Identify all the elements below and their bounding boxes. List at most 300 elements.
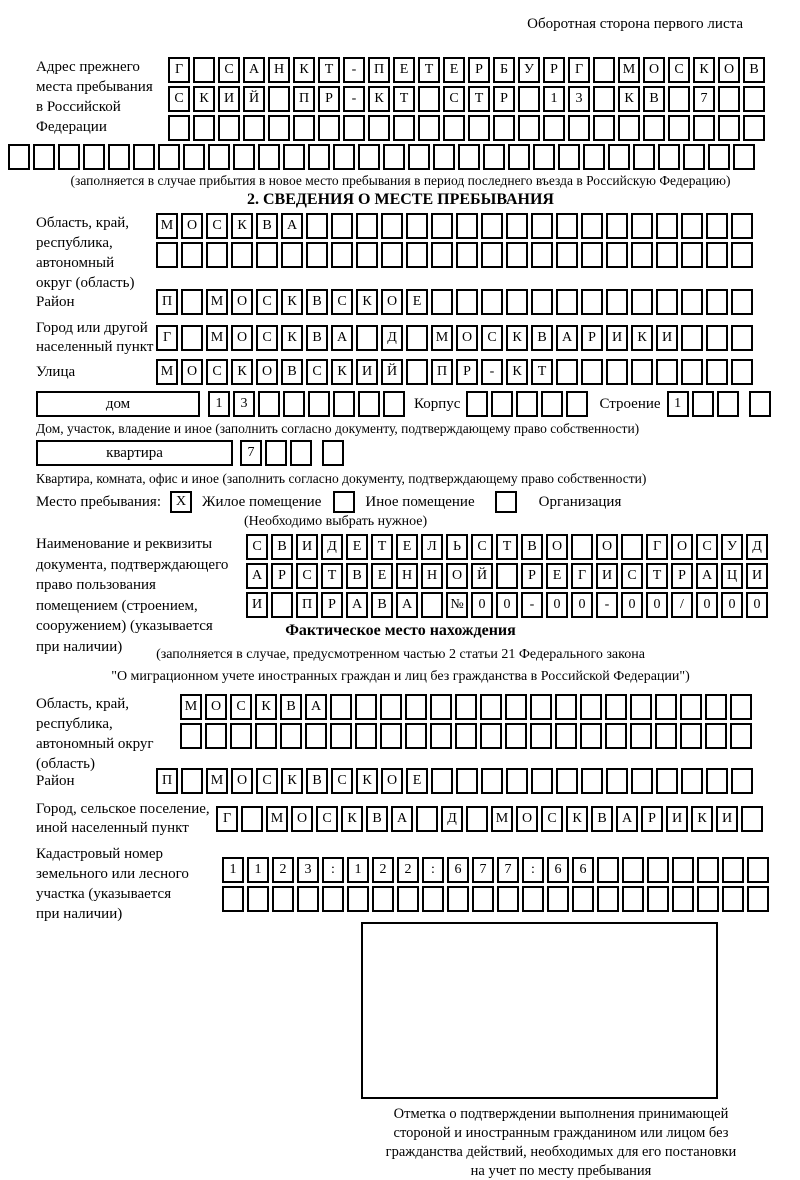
char-box[interactable]: К [231, 359, 253, 385]
char-box[interactable]: К [293, 57, 315, 83]
char-box[interactable]: И [218, 86, 240, 112]
char-box[interactable] [468, 115, 490, 141]
char-box[interactable]: К [506, 359, 528, 385]
char-box[interactable] [383, 144, 405, 170]
char-box[interactable] [397, 886, 419, 912]
char-box[interactable] [741, 806, 763, 832]
char-box[interactable] [556, 242, 578, 268]
char-box[interactable] [506, 289, 528, 315]
char-box[interactable] [633, 144, 655, 170]
char-box[interactable] [605, 694, 627, 720]
char-box[interactable] [581, 242, 603, 268]
char-box[interactable] [505, 694, 527, 720]
char-box[interactable]: Т [321, 563, 343, 589]
char-box[interactable] [456, 768, 478, 794]
char-box[interactable]: Г [571, 563, 593, 589]
char-box[interactable]: С [696, 534, 718, 560]
char-box[interactable] [181, 289, 203, 315]
char-box[interactable] [290, 440, 312, 466]
char-box[interactable]: П [296, 592, 318, 618]
char-box[interactable]: 0 [696, 592, 718, 618]
char-box[interactable] [480, 694, 502, 720]
char-box[interactable] [608, 144, 630, 170]
char-box[interactable]: И [356, 359, 378, 385]
char-box[interactable]: И [716, 806, 738, 832]
char-box[interactable]: К [231, 213, 253, 239]
char-box[interactable] [668, 115, 690, 141]
char-box[interactable]: Л [421, 534, 443, 560]
char-box[interactable] [381, 213, 403, 239]
char-box[interactable]: Е [393, 57, 415, 83]
char-box[interactable] [181, 325, 203, 351]
char-box[interactable]: Й [381, 359, 403, 385]
char-box[interactable]: И [596, 563, 618, 589]
char-box[interactable] [706, 242, 728, 268]
char-box[interactable] [533, 144, 555, 170]
char-box[interactable] [717, 391, 739, 417]
char-box[interactable]: Е [346, 534, 368, 560]
char-box[interactable] [405, 694, 427, 720]
char-box[interactable] [581, 289, 603, 315]
char-box[interactable]: Т [496, 534, 518, 560]
char-box[interactable]: 1 [347, 857, 369, 883]
char-box[interactable]: 3 [233, 391, 255, 417]
char-box[interactable] [656, 359, 678, 385]
char-box[interactable] [531, 213, 553, 239]
char-box[interactable] [466, 391, 488, 417]
char-box[interactable] [747, 857, 769, 883]
char-box[interactable]: С [668, 57, 690, 83]
char-box[interactable]: О [596, 534, 618, 560]
char-box[interactable] [747, 886, 769, 912]
char-box[interactable]: В [306, 289, 328, 315]
char-box[interactable]: К [331, 359, 353, 385]
char-box[interactable]: 0 [646, 592, 668, 618]
char-box[interactable]: 1 [543, 86, 565, 112]
char-box[interactable] [647, 886, 669, 912]
char-box[interactable] [630, 694, 652, 720]
char-box[interactable]: М [156, 359, 178, 385]
char-box[interactable] [158, 144, 180, 170]
char-box[interactable] [455, 723, 477, 749]
char-box[interactable] [208, 144, 230, 170]
char-box[interactable] [655, 723, 677, 749]
char-box[interactable]: 0 [496, 592, 518, 618]
char-box[interactable]: В [256, 213, 278, 239]
char-box[interactable] [656, 768, 678, 794]
char-box[interactable] [433, 144, 455, 170]
char-box[interactable]: Д [321, 534, 343, 560]
char-box[interactable] [356, 213, 378, 239]
char-box[interactable]: Р [493, 86, 515, 112]
char-box[interactable] [481, 242, 503, 268]
char-box[interactable]: 1 [222, 857, 244, 883]
char-box[interactable]: У [721, 534, 743, 560]
char-box[interactable]: О [181, 213, 203, 239]
char-box[interactable] [718, 86, 740, 112]
char-box[interactable]: В [281, 359, 303, 385]
char-box[interactable]: 0 [571, 592, 593, 618]
char-box[interactable]: Р [456, 359, 478, 385]
char-box[interactable]: К [506, 325, 528, 351]
char-box[interactable]: - [343, 86, 365, 112]
char-box[interactable]: О [446, 563, 468, 589]
char-box[interactable] [268, 86, 290, 112]
char-box[interactable]: 0 [746, 592, 768, 618]
char-box[interactable]: 3 [568, 86, 590, 112]
organization-checkbox[interactable] [495, 491, 517, 513]
char-box[interactable]: Д [746, 534, 768, 560]
char-box[interactable]: Д [381, 325, 403, 351]
char-box[interactable] [597, 886, 619, 912]
char-box[interactable] [183, 144, 205, 170]
char-box[interactable]: 0 [721, 592, 743, 618]
char-box[interactable]: С [168, 86, 190, 112]
char-box[interactable]: П [293, 86, 315, 112]
char-box[interactable] [681, 359, 703, 385]
char-box[interactable]: А [391, 806, 413, 832]
char-box[interactable] [330, 723, 352, 749]
char-box[interactable]: М [491, 806, 513, 832]
char-box[interactable] [681, 325, 703, 351]
char-box[interactable]: К [691, 806, 713, 832]
char-box[interactable]: И [666, 806, 688, 832]
char-box[interactable]: В [280, 694, 302, 720]
char-box[interactable]: С [541, 806, 563, 832]
char-box[interactable] [630, 723, 652, 749]
char-box[interactable]: П [156, 768, 178, 794]
char-box[interactable] [631, 768, 653, 794]
char-box[interactable] [347, 886, 369, 912]
char-box[interactable] [406, 359, 428, 385]
char-box[interactable] [133, 144, 155, 170]
char-box[interactable] [322, 886, 344, 912]
char-box[interactable]: О [231, 325, 253, 351]
char-box[interactable] [405, 723, 427, 749]
char-box[interactable] [506, 242, 528, 268]
char-box[interactable] [297, 886, 319, 912]
char-box[interactable]: К [368, 86, 390, 112]
char-box[interactable] [83, 144, 105, 170]
char-box[interactable] [581, 213, 603, 239]
char-box[interactable]: А [616, 806, 638, 832]
char-box[interactable]: 3 [297, 857, 319, 883]
char-box[interactable]: М [180, 694, 202, 720]
char-box[interactable] [418, 86, 440, 112]
char-box[interactable] [683, 144, 705, 170]
char-box[interactable]: С [256, 325, 278, 351]
char-box[interactable]: Н [268, 57, 290, 83]
char-box[interactable]: С [206, 359, 228, 385]
char-box[interactable]: К [618, 86, 640, 112]
char-box[interactable]: 7 [240, 440, 262, 466]
char-box[interactable] [506, 768, 528, 794]
char-box[interactable] [606, 213, 628, 239]
char-box[interactable] [380, 694, 402, 720]
char-box[interactable]: 0 [546, 592, 568, 618]
char-box[interactable] [421, 592, 443, 618]
char-box[interactable]: : [422, 857, 444, 883]
char-box[interactable] [293, 115, 315, 141]
char-box[interactable] [605, 723, 627, 749]
char-box[interactable] [566, 391, 588, 417]
char-box[interactable] [255, 723, 277, 749]
char-box[interactable]: Р [321, 592, 343, 618]
char-box[interactable]: О [671, 534, 693, 560]
char-box[interactable] [455, 694, 477, 720]
char-box[interactable]: Б [493, 57, 515, 83]
char-box[interactable] [381, 242, 403, 268]
char-box[interactable] [743, 86, 765, 112]
char-box[interactable]: С [621, 563, 643, 589]
char-box[interactable] [283, 144, 305, 170]
char-box[interactable]: В [591, 806, 613, 832]
char-box[interactable]: С [256, 768, 278, 794]
char-box[interactable] [606, 768, 628, 794]
char-box[interactable] [606, 289, 628, 315]
char-box[interactable] [706, 768, 728, 794]
char-box[interactable] [597, 857, 619, 883]
char-box[interactable] [306, 242, 328, 268]
char-box[interactable] [33, 144, 55, 170]
char-box[interactable] [531, 289, 553, 315]
char-box[interactable] [506, 213, 528, 239]
char-box[interactable]: № [446, 592, 468, 618]
char-box[interactable]: 6 [447, 857, 469, 883]
char-box[interactable]: Р [468, 57, 490, 83]
char-box[interactable]: С [206, 213, 228, 239]
char-box[interactable]: 1 [208, 391, 230, 417]
char-box[interactable] [306, 213, 328, 239]
char-box[interactable]: Г [216, 806, 238, 832]
char-box[interactable] [8, 144, 30, 170]
char-box[interactable] [108, 144, 130, 170]
char-box[interactable] [631, 359, 653, 385]
char-box[interactable]: О [381, 768, 403, 794]
char-box[interactable] [430, 723, 452, 749]
char-box[interactable] [518, 115, 540, 141]
char-box[interactable] [680, 723, 702, 749]
char-box[interactable] [355, 723, 377, 749]
char-box[interactable] [731, 768, 753, 794]
char-box[interactable] [706, 359, 728, 385]
char-box[interactable] [643, 115, 665, 141]
char-box[interactable] [358, 144, 380, 170]
char-box[interactable]: Т [393, 86, 415, 112]
char-box[interactable]: Т [468, 86, 490, 112]
char-box[interactable] [431, 768, 453, 794]
char-box[interactable]: Р [641, 806, 663, 832]
char-box[interactable]: С [471, 534, 493, 560]
char-box[interactable] [258, 391, 280, 417]
char-box[interactable] [356, 325, 378, 351]
char-box[interactable]: 7 [472, 857, 494, 883]
char-box[interactable] [496, 563, 518, 589]
char-box[interactable] [722, 857, 744, 883]
char-box[interactable]: О [256, 359, 278, 385]
char-box[interactable] [568, 115, 590, 141]
char-box[interactable] [531, 242, 553, 268]
char-box[interactable]: 0 [621, 592, 643, 618]
char-box[interactable] [193, 115, 215, 141]
char-box[interactable]: И [606, 325, 628, 351]
char-box[interactable] [406, 325, 428, 351]
char-box[interactable] [58, 144, 80, 170]
char-box[interactable]: М [618, 57, 640, 83]
char-box[interactable]: 7 [693, 86, 715, 112]
char-box[interactable]: К [566, 806, 588, 832]
char-box[interactable]: В [306, 325, 328, 351]
char-box[interactable]: К [281, 325, 303, 351]
char-box[interactable]: С [296, 563, 318, 589]
char-box[interactable] [697, 886, 719, 912]
char-box[interactable] [218, 115, 240, 141]
char-box[interactable]: Й [471, 563, 493, 589]
char-box[interactable] [305, 723, 327, 749]
char-box[interactable]: К [281, 289, 303, 315]
char-box[interactable] [581, 768, 603, 794]
char-box[interactable] [331, 213, 353, 239]
char-box[interactable]: О [205, 694, 227, 720]
char-box[interactable] [483, 144, 505, 170]
char-box[interactable] [656, 213, 678, 239]
char-box[interactable] [205, 723, 227, 749]
char-box[interactable]: А [281, 213, 303, 239]
char-box[interactable]: Е [546, 563, 568, 589]
char-box[interactable] [231, 242, 253, 268]
char-box[interactable] [556, 359, 578, 385]
char-box[interactable]: У [518, 57, 540, 83]
char-box[interactable] [581, 359, 603, 385]
char-box[interactable] [180, 723, 202, 749]
char-box[interactable]: С [481, 325, 503, 351]
char-box[interactable]: С [218, 57, 240, 83]
char-box[interactable]: 1 [667, 391, 689, 417]
char-box[interactable] [308, 144, 330, 170]
char-box[interactable]: - [481, 359, 503, 385]
char-box[interactable] [456, 289, 478, 315]
char-box[interactable] [518, 86, 540, 112]
char-box[interactable]: О [516, 806, 538, 832]
char-box[interactable] [631, 289, 653, 315]
char-box[interactable]: Й [243, 86, 265, 112]
char-box[interactable] [283, 391, 305, 417]
char-box[interactable] [622, 886, 644, 912]
char-box[interactable]: В [366, 806, 388, 832]
char-box[interactable]: В [306, 768, 328, 794]
char-box[interactable] [406, 242, 428, 268]
char-box[interactable] [481, 768, 503, 794]
char-box[interactable] [330, 694, 352, 720]
char-box[interactable] [655, 694, 677, 720]
char-box[interactable] [672, 857, 694, 883]
char-box[interactable]: Т [318, 57, 340, 83]
char-box[interactable]: Р [581, 325, 603, 351]
char-box[interactable] [530, 694, 552, 720]
char-box[interactable] [621, 534, 643, 560]
char-box[interactable]: О [231, 289, 253, 315]
char-box[interactable] [481, 289, 503, 315]
char-box[interactable] [708, 144, 730, 170]
char-box[interactable] [331, 242, 353, 268]
char-box[interactable]: С [331, 768, 353, 794]
char-box[interactable]: К [255, 694, 277, 720]
char-box[interactable] [556, 768, 578, 794]
char-box[interactable] [416, 806, 438, 832]
char-box[interactable] [431, 242, 453, 268]
char-box[interactable]: 1 [247, 857, 269, 883]
char-box[interactable]: С [256, 289, 278, 315]
char-box[interactable] [481, 213, 503, 239]
char-box[interactable] [168, 115, 190, 141]
char-box[interactable] [672, 886, 694, 912]
char-box[interactable] [156, 242, 178, 268]
char-box[interactable]: 2 [372, 857, 394, 883]
char-box[interactable] [505, 723, 527, 749]
char-box[interactable]: Н [396, 563, 418, 589]
char-box[interactable]: О [718, 57, 740, 83]
char-box[interactable]: А [305, 694, 327, 720]
char-box[interactable] [480, 723, 502, 749]
char-box[interactable]: - [596, 592, 618, 618]
char-box[interactable] [681, 242, 703, 268]
char-box[interactable]: К [341, 806, 363, 832]
char-box[interactable]: А [696, 563, 718, 589]
char-box[interactable]: П [156, 289, 178, 315]
char-box[interactable] [531, 768, 553, 794]
char-box[interactable] [658, 144, 680, 170]
char-box[interactable] [730, 723, 752, 749]
char-box[interactable] [593, 86, 615, 112]
char-box[interactable]: В [643, 86, 665, 112]
char-box[interactable]: - [343, 57, 365, 83]
char-box[interactable] [731, 242, 753, 268]
char-box[interactable]: Н [421, 563, 443, 589]
char-box[interactable] [443, 115, 465, 141]
char-box[interactable]: О [291, 806, 313, 832]
char-box[interactable] [466, 806, 488, 832]
char-box[interactable]: 0 [471, 592, 493, 618]
char-box[interactable] [233, 144, 255, 170]
char-box[interactable]: М [206, 289, 228, 315]
char-box[interactable] [322, 440, 344, 466]
char-box[interactable] [606, 242, 628, 268]
char-box[interactable] [280, 723, 302, 749]
char-box[interactable] [681, 768, 703, 794]
char-box[interactable] [222, 886, 244, 912]
char-box[interactable] [356, 242, 378, 268]
char-box[interactable] [393, 115, 415, 141]
char-box[interactable] [522, 886, 544, 912]
char-box[interactable] [731, 359, 753, 385]
char-box[interactable] [583, 144, 605, 170]
char-box[interactable] [730, 694, 752, 720]
char-box[interactable] [380, 723, 402, 749]
char-box[interactable] [243, 115, 265, 141]
char-box[interactable] [697, 857, 719, 883]
char-box[interactable]: О [546, 534, 568, 560]
char-box[interactable]: О [231, 768, 253, 794]
char-box[interactable]: К [281, 768, 303, 794]
char-box[interactable]: М [431, 325, 453, 351]
char-box[interactable]: А [346, 592, 368, 618]
char-box[interactable]: К [193, 86, 215, 112]
char-box[interactable]: А [246, 563, 268, 589]
char-box[interactable] [247, 886, 269, 912]
char-box[interactable]: Е [406, 289, 428, 315]
char-box[interactable] [656, 289, 678, 315]
char-box[interactable]: П [368, 57, 390, 83]
